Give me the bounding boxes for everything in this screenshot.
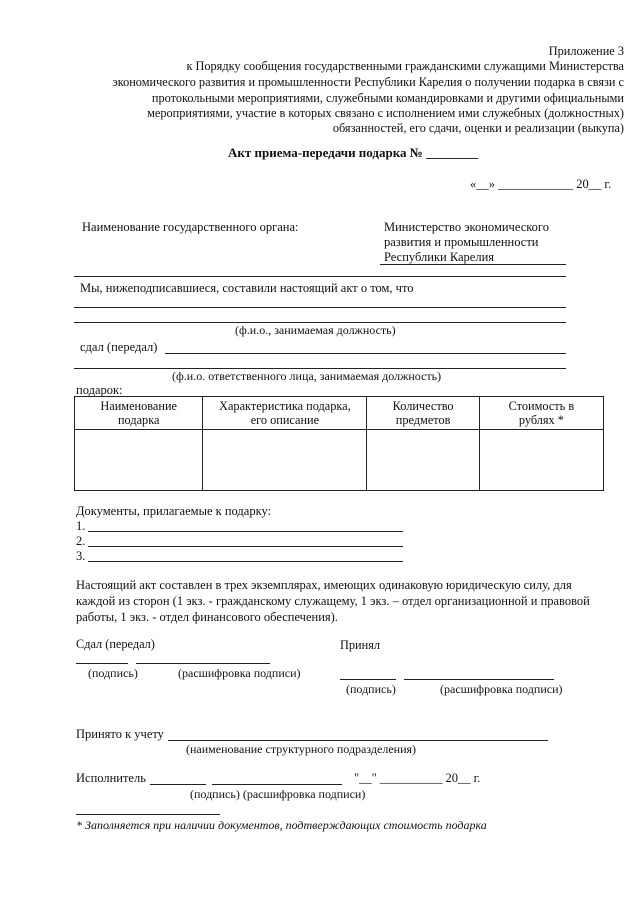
decode-line [404,679,554,680]
table-row [75,430,604,491]
accounting-caption: (наименование структурного подразделения) [186,742,417,756]
decode-line [212,784,342,785]
appendix-number: Приложение 3 [548,44,624,58]
handed-line [165,353,566,354]
executor-label: Исполнитель [76,771,146,785]
header-line-1: к Порядку сообщения государственными гражданскими служащими Министерства [186,59,624,73]
executor-caption: (подпись) (расшифровка подписи) [190,787,366,801]
signature-line [76,663,128,664]
intro-text: Мы, нижеподписавшиеся, составили настоящий акт о том, что [80,281,414,295]
accounting-label: Принято к учету [76,727,164,741]
document-line-3 [88,561,403,562]
table-cell [367,430,479,491]
executor-date: "__" __________ 20__ г. [354,771,481,785]
header-cell-cost: Стоимость в рублях * [479,397,603,430]
authority-value-line-3: Республики Карелия [384,250,495,264]
header-line-5: обязанностей, его сдачи, оценки и реализации (выкупа) [332,121,624,135]
document-item-1: 1. [76,519,86,533]
documents-label: Документы, прилагаемые к подарку: [76,504,272,518]
statement-line-1: Настоящий акт составлен в трех экземплярах, имеющих одинаковую юридическую силу, для [76,578,572,592]
table-header-row [75,397,604,430]
signature-line [340,679,396,680]
table-cell [203,430,367,491]
document-item-3: 3. [76,549,86,563]
signature-line [150,784,206,785]
signature-caption: (подпись) [346,682,396,696]
caption-fio: (ф.и.о., занимаемая должность) [235,323,396,337]
table-cell [75,430,203,491]
signature-caption: (подпись) [88,666,138,680]
handed-label: сдал (передал) [80,340,158,354]
document-line-1 [88,531,403,532]
document-line-2 [88,546,403,547]
statement-line-3: работы, 1 экз. - отдел финансового обеспечения). [76,610,338,624]
handed-signature-label: Сдал (передал) [76,637,155,651]
header-line-2: экономического развития и промышленности Республики Карелия о получении подарка в связи с [112,75,624,89]
document-item-2: 2. [76,534,86,548]
header-cell-name: Наименование подарка [75,397,203,430]
decode-caption: (расшифровка подписи) [178,666,301,680]
decode-line [136,663,270,664]
authority-underline [380,264,566,265]
gift-table [74,396,604,491]
gift-label: подарок: [76,383,123,397]
authority-value-line-2: развития и промышленности [384,235,539,249]
header-line-4: мероприятиями, участие в которых связано с исполнением ими служебных (должностных) [147,106,624,120]
blank-line [74,307,566,308]
blank-line [74,276,566,277]
footnote: * Заполняется при наличии документов, подтверждающих стоимость подарка [76,818,487,832]
header-cell-quantity: Количество предметов [367,397,479,430]
header-line-3: протокольными мероприятиями, служебными командировками и другими официальными [151,91,624,105]
table-cell [479,430,603,491]
received-signature-label: Принял [340,638,380,652]
document-date: «__» ____________ 20__ г. [470,177,612,191]
caption-responsible: (ф.и.о. ответственного лица, занимаемая должность) [172,369,442,383]
footnote-separator [76,814,220,815]
header-cell-description: Характеристика подарка, его описание [203,397,367,430]
authority-value-line-1: Министерство экономического [384,220,549,234]
accounting-line [168,740,548,741]
authority-label: Наименование государственного органа: [82,220,299,234]
document-title: Акт приема-передачи подарка № ________ [228,145,479,160]
statement-line-2: каждой из сторон (1 экз. - гражданскому служащему, 1 экз. – отдел организационной и правовой [76,594,590,608]
decode-caption: (расшифровка подписи) [440,682,563,696]
